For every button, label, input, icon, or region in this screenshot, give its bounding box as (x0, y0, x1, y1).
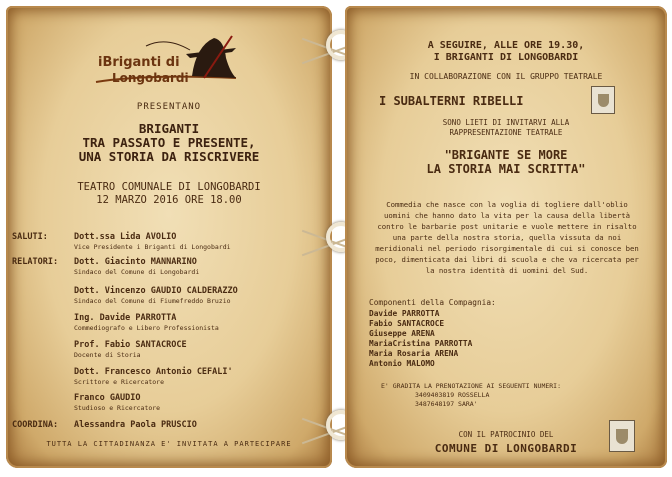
person-name: Dott.ssa Lida AVOLIO (74, 232, 177, 242)
venue-date: 12 MARZO 2016 ORE 18.00 (96, 194, 242, 206)
briganti-logo (86, 28, 246, 98)
person-desc: Docente di Storia (74, 351, 141, 359)
play-title-line: "BRIGANTE SE MORE (444, 148, 568, 162)
follow-up-header (345, 40, 667, 64)
person-name: Franco GAUDIO (74, 393, 141, 403)
event-title (6, 122, 332, 164)
company-member: MariaCristina PARROTTA (369, 339, 473, 348)
comune-coat-of-arms-icon (609, 420, 635, 452)
company-member: Giuseppe ARENA (369, 329, 435, 338)
right-page (345, 6, 667, 468)
play-title-line: LA STORIA MAI SCRITTA" (426, 162, 586, 176)
company-member: Fabio SANTACROCE (369, 319, 445, 328)
person-name: Prof. Fabio SANTACROCE (74, 340, 187, 350)
company-header: Componenti della Compagnia: (369, 298, 496, 307)
group-name: I SUBALTERNI RIBELLI (379, 94, 524, 108)
invite-text (345, 118, 667, 138)
presentano-label: PRESENTANO (136, 102, 202, 112)
title-line: TRA PASSATO E PRESENTE, (82, 135, 256, 150)
person-desc: Commediografo e Libero Professionista (74, 324, 219, 332)
coordina-name: Alessandra Paola PRUSCIO (74, 420, 197, 430)
reservation-text: E' GRADITA LA PRENOTAZIONE AI SEGUENTI NUMERI: (381, 382, 562, 390)
patronage-label: CON IL PATROCINIO DEL (458, 430, 554, 439)
header-line: A SEGUIRE, ALLE ORE 19.30, (427, 40, 585, 51)
saluti-label: SALUTI: (12, 232, 48, 242)
person-desc: Scrittore e Ricercatore (74, 378, 165, 386)
invite-line: SONO LIETI DI INVITARVI ALLA (442, 118, 570, 127)
person-desc: Vice Presidente i Briganti di Longobardi (74, 243, 231, 251)
phone-number: 3487648197 SARA' (415, 400, 478, 408)
left-page (6, 6, 332, 468)
person-desc: Sindaco del Comune di Fiumefreddo Bruzio (74, 297, 231, 305)
venue-block (6, 181, 332, 207)
play-title (345, 148, 667, 176)
person-name: Dott. Francesco Antonio CEFALI' (74, 367, 233, 377)
company-member: Antonio MALOMO (369, 359, 435, 368)
invitation-footer: TUTTA LA CITTADINANZA E' INVITATA A PARTECIPARE (46, 440, 292, 448)
coordina-label: COORDINA: (12, 420, 59, 430)
logo-line1: iBriganti di (98, 55, 180, 70)
logo-line2: Longobardi (112, 71, 189, 85)
reservation-block (381, 382, 561, 409)
company-member: Maria Rosaria ARENA (369, 349, 459, 358)
comune-name: COMUNE DI LONGOBARDI (434, 442, 578, 455)
title-line: BRIGANTI (138, 121, 200, 136)
company-member: Davide PARROTTA (369, 309, 440, 318)
relatori-label: RELATORI: (12, 257, 59, 267)
title-line: UNA STORIA DA RISCRIVERE (78, 149, 260, 164)
header-line: I BRIGANTI DI LONGOBARDI (433, 52, 579, 63)
play-description: Commedia che nasce con la voglia di togliere dall'oblio uomini che hanno dato la vita per la causa della libertà contro le barbarie post unitarie e vuole mettere in risalto una parte della nostra storia, quella vissuta da noi meridionali nel periodo risorgimentale di cui si conosce ben poco, dimenticata dai libri di scuola e che va ricercata per la nostra identità di uomini del Sud. (375, 200, 639, 275)
person-desc: Studioso e Ricercatore (74, 404, 161, 412)
person-name: Dott. Vincenzo GAUDIO CALDERAZZO (74, 286, 238, 296)
invite-line: RAPPRESENTAZIONE TEATRALE (449, 128, 563, 137)
person-name: Dott. Giacinto MANNARINO (74, 257, 197, 267)
person-name: Ing. Davide PARROTTA (74, 313, 177, 323)
venue-name: TEATRO COMUNALE DI LONGOBARDI (77, 181, 261, 193)
group-emblem-icon (591, 86, 615, 114)
person-desc: Sindaco del Comune di Longobardi (74, 268, 200, 276)
phone-number: 3409403819 ROSSELLA (415, 391, 490, 399)
collaboration-text: IN COLLABORAZIONE CON IL GRUPPO TEATRALE (409, 72, 603, 81)
